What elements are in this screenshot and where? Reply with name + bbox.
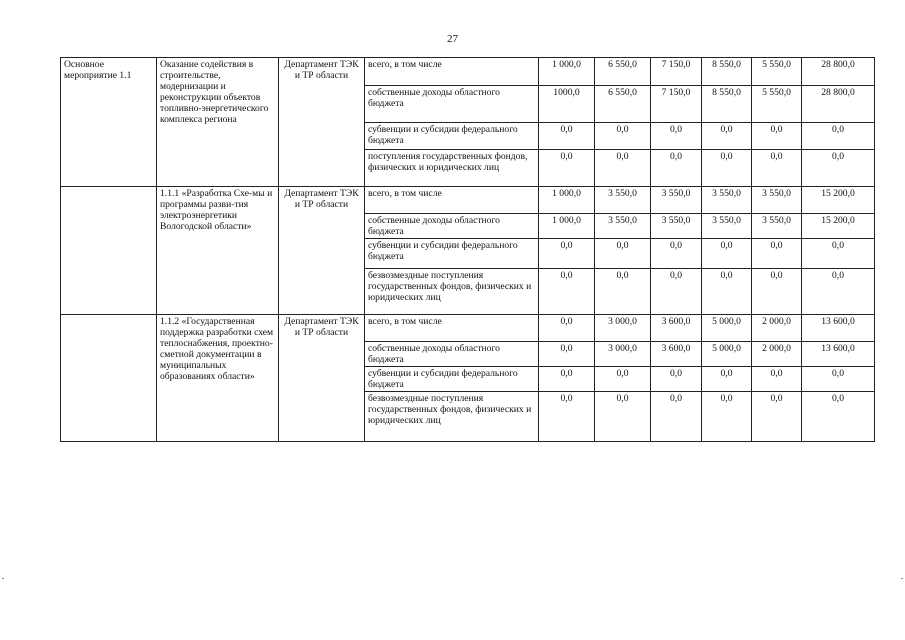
year-value-cell: 0,0: [651, 150, 702, 187]
year-value-cell: 1 000,0: [539, 58, 595, 86]
year-value-cell: 3 550,0: [595, 187, 651, 214]
year-value-cell: 3 550,0: [752, 187, 802, 214]
year-value-cell: 8 550,0: [702, 58, 752, 86]
year-value-cell: 0,0: [651, 367, 702, 392]
measure-name-cell: 1.1.1 «Разработка Схе-мы и программы разви-тия электроэнергетики Вологодской области»: [157, 187, 279, 315]
year-value-cell: 0,0: [702, 367, 752, 392]
year-value-cell: 1 000,0: [539, 214, 595, 239]
table-row: [61, 315, 875, 342]
funding-source-cell: всего, в том числе: [365, 58, 539, 86]
year-value-cell: 3 600,0: [651, 315, 702, 342]
year-value-cell: 7 150,0: [651, 86, 702, 123]
year-value-cell: 5 000,0: [702, 342, 752, 367]
funding-source-cell: безвозмездные поступления государственных фондов, физических и юридических лиц: [365, 269, 539, 315]
year-value-cell: 0,0: [539, 392, 595, 442]
funding-source-cell: поступления государственных фондов, физических и юридических лиц: [365, 150, 539, 187]
total-value-cell: 0,0: [802, 367, 875, 392]
measure-name-cell: 1.1.2 «Государственная поддержка разработки схем теплоснабжения, проектно-сметной документации в муниципальных образованиях области»: [157, 315, 279, 442]
year-value-cell: 0,0: [595, 150, 651, 187]
year-value-cell: 0,0: [752, 239, 802, 269]
year-value-cell: 0,0: [539, 150, 595, 187]
funding-source-cell: собственные доходы областного бюджета: [365, 86, 539, 123]
year-value-cell: 3 550,0: [651, 187, 702, 214]
year-value-cell: 2 000,0: [752, 315, 802, 342]
funding-source-cell: субвенции и субсидии федерального бюджета: [365, 239, 539, 269]
measure-name-cell: Оказание содействия в строительстве, модернизации и реконструкции объектов топливно-энергетического комплекса региона: [157, 58, 279, 187]
total-value-cell: 13 600,0: [802, 315, 875, 342]
year-value-cell: 0,0: [595, 269, 651, 315]
year-value-cell: 1000,0: [539, 86, 595, 123]
year-value-cell: 0,0: [702, 123, 752, 150]
year-value-cell: 3 550,0: [702, 187, 752, 214]
year-value-cell: 3 550,0: [651, 214, 702, 239]
total-value-cell: 28 800,0: [802, 86, 875, 123]
year-value-cell: 0,0: [595, 239, 651, 269]
year-value-cell: 0,0: [702, 269, 752, 315]
year-value-cell: 6 550,0: [595, 86, 651, 123]
year-value-cell: 0,0: [651, 392, 702, 442]
funding-source-cell: субвенции и субсидии федерального бюджета: [365, 367, 539, 392]
department-cell: Департамент ТЭК и ТР области: [279, 58, 365, 187]
total-value-cell: 15 200,0: [802, 187, 875, 214]
year-value-cell: 0,0: [539, 367, 595, 392]
year-value-cell: 0,0: [702, 150, 752, 187]
year-value-cell: 0,0: [752, 269, 802, 315]
funding-source-cell: безвозмездные поступления государственных фондов, физических и юридических лиц: [365, 392, 539, 442]
funding-source-cell: собственные доходы областного бюджета: [365, 342, 539, 367]
year-value-cell: 1 000,0: [539, 187, 595, 214]
total-value-cell: 0,0: [802, 392, 875, 442]
year-value-cell: 0,0: [539, 315, 595, 342]
table-row: [61, 58, 875, 86]
total-value-cell: 15 200,0: [802, 214, 875, 239]
year-value-cell: 8 550,0: [702, 86, 752, 123]
funding-source-cell: собственные доходы областного бюджета: [365, 214, 539, 239]
year-value-cell: 0,0: [539, 123, 595, 150]
table-row: [61, 187, 875, 214]
event-cell: Основное мероприятие 1.1: [61, 58, 157, 187]
total-value-cell: 0,0: [802, 239, 875, 269]
year-value-cell: 3 000,0: [595, 342, 651, 367]
total-value-cell: 0,0: [802, 123, 875, 150]
year-value-cell: 0,0: [595, 123, 651, 150]
funding-source-cell: субвенции и субсидии федерального бюджета: [365, 123, 539, 150]
budget-table: [60, 57, 875, 442]
year-value-cell: 2 000,0: [752, 342, 802, 367]
year-value-cell: 0,0: [752, 123, 802, 150]
year-value-cell: 0,0: [651, 123, 702, 150]
year-value-cell: 3 000,0: [595, 315, 651, 342]
department-cell: Департамент ТЭК и ТР области: [279, 315, 365, 442]
page-number: 27: [447, 33, 458, 45]
total-value-cell: 28 800,0: [802, 58, 875, 86]
year-value-cell: 0,0: [702, 239, 752, 269]
funding-source-cell: всего, в том числе: [365, 187, 539, 214]
event-cell: [61, 315, 157, 442]
year-value-cell: 3 550,0: [752, 214, 802, 239]
total-value-cell: 0,0: [802, 269, 875, 315]
year-value-cell: 0,0: [651, 239, 702, 269]
event-cell: [61, 187, 157, 315]
year-value-cell: 0,0: [752, 392, 802, 442]
year-value-cell: 3 550,0: [595, 214, 651, 239]
year-value-cell: 7 150,0: [651, 58, 702, 86]
year-value-cell: 0,0: [651, 269, 702, 315]
year-value-cell: 0,0: [595, 367, 651, 392]
total-value-cell: 13 600,0: [802, 342, 875, 367]
year-value-cell: 3 550,0: [702, 214, 752, 239]
year-value-cell: 0,0: [539, 269, 595, 315]
year-value-cell: 6 550,0: [595, 58, 651, 86]
year-value-cell: 0,0: [539, 239, 595, 269]
year-value-cell: 3 600,0: [651, 342, 702, 367]
year-value-cell: 0,0: [702, 392, 752, 442]
year-value-cell: 5 550,0: [752, 58, 802, 86]
year-value-cell: 5 000,0: [702, 315, 752, 342]
total-value-cell: 0,0: [802, 150, 875, 187]
year-value-cell: 0,0: [752, 150, 802, 187]
year-value-cell: 5 550,0: [752, 86, 802, 123]
department-cell: Департамент ТЭК и ТР области: [279, 187, 365, 315]
year-value-cell: 0,0: [539, 342, 595, 367]
funding-source-cell: всего, в том числе: [365, 315, 539, 342]
year-value-cell: 0,0: [595, 392, 651, 442]
year-value-cell: 0,0: [752, 367, 802, 392]
